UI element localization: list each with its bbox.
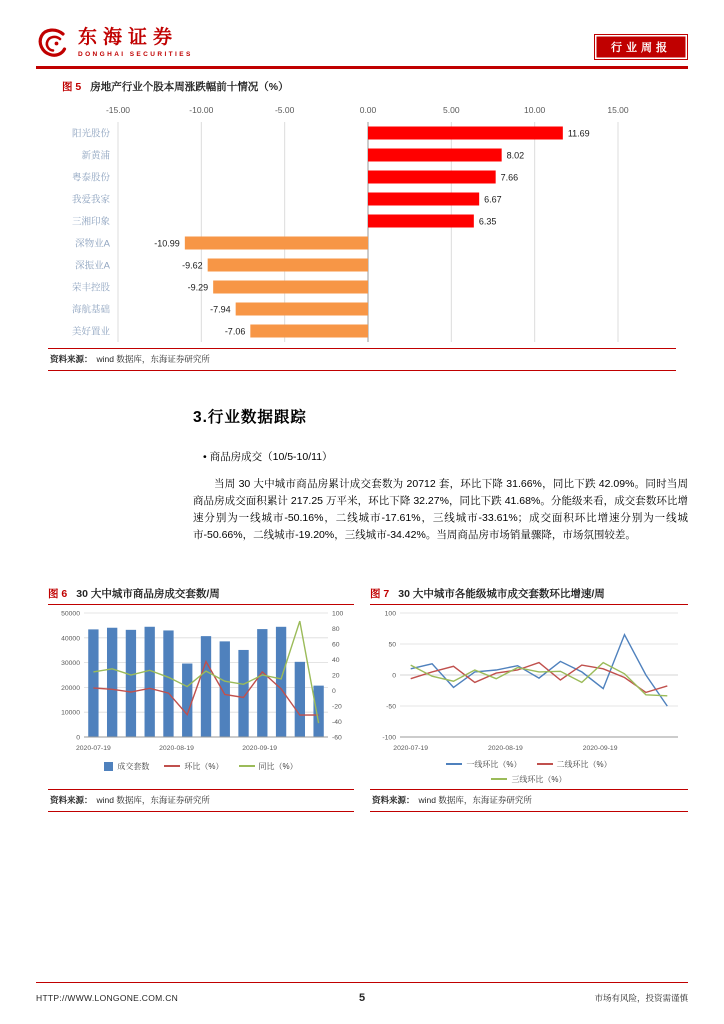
figure-7-title-row [370, 586, 688, 601]
bar-swatch-icon [104, 762, 113, 771]
svg-text:15.00: 15.00 [607, 104, 629, 115]
brand-text [78, 28, 193, 59]
svg-text:20000: 20000 [61, 684, 80, 692]
figure-7-label: 图 7 [370, 587, 390, 600]
svg-text:50000: 50000 [61, 610, 80, 618]
legend-item [446, 759, 521, 770]
svg-text:20: 20 [332, 672, 340, 680]
svg-text:5.00: 5.00 [443, 104, 460, 115]
source-label: 资料来源： [50, 795, 93, 806]
svg-text:10.00: 10.00 [524, 104, 546, 115]
legend-label: 三线环比（%） [511, 774, 567, 784]
legend-label: 环比（%） [184, 761, 224, 771]
svg-text:40000: 40000 [61, 634, 80, 642]
section-paragraph: 当周 30 大中城市商品房累计成交套数为 20712 套，环比下降 31.66%，同比下跌 42.09%。同时当周商品房成交面积累计 217.25 万平米，环比下降 32.27%，同比下跌 41.68%。分能级来看，成交套数环比增速分别为一线城市-50.16%，二线城市-17.61%，三线城市-33.61%；成交面积环比增速分别为一线城市-50.66%，二线城市-19.20%，三线城市-34.42%。当周商品房市场销量骤降，市场氛围较差。 [193, 477, 688, 541]
svg-text:2020-09-19: 2020-09-19 [582, 744, 618, 752]
brand-logo [36, 26, 193, 60]
svg-text:50: 50 [388, 641, 396, 649]
svg-text:80: 80 [332, 625, 340, 633]
svg-text:-7.94: -7.94 [210, 304, 231, 314]
fig6-combo-chart [48, 605, 354, 755]
bullet-marker-icon: • [203, 450, 207, 463]
figure-6-source [48, 789, 354, 812]
report-type-badge: 行业周报 [594, 34, 688, 60]
figure-5-title: 房地产行业个股本周涨跌幅前十情况（%） [90, 80, 289, 93]
svg-text:0: 0 [76, 734, 80, 742]
svg-text:30000: 30000 [61, 659, 80, 667]
figure-6-label: 图 6 [48, 587, 68, 600]
source-text: wind 数据库，东海证券研究所 [418, 795, 532, 806]
svg-text:100: 100 [332, 610, 344, 618]
legend-item [239, 761, 298, 772]
brand-name-cn: 东海证券 [78, 26, 179, 48]
source-text: wind 数据库，东海证券研究所 [96, 795, 210, 806]
svg-text:美好置业: 美好置业 [71, 326, 110, 337]
svg-text:7.66: 7.66 [500, 172, 519, 182]
fig7-legend-row [446, 759, 611, 770]
svg-text:2020-09-19: 2020-09-19 [242, 744, 278, 752]
line-swatch-icon [491, 778, 507, 780]
svg-text:-5.00: -5.00 [274, 104, 295, 115]
figure-7-block [370, 586, 688, 812]
svg-text:海航基础: 海航基础 [71, 304, 110, 315]
svg-text:6.35: 6.35 [478, 216, 497, 226]
svg-text:-15.00: -15.00 [105, 104, 131, 115]
svg-text:100: 100 [384, 610, 396, 618]
page-header [36, 26, 688, 60]
brand-name-en: DONGHAI SECURITIES [78, 51, 193, 59]
legend-item [164, 761, 223, 772]
fig7-line-chart [370, 605, 688, 755]
line-swatch-icon [446, 763, 462, 765]
svg-text:-40: -40 [332, 718, 342, 726]
svg-text:10000: 10000 [61, 709, 80, 717]
svg-text:-10.00: -10.00 [189, 104, 214, 115]
donghai-dragon-icon [36, 26, 70, 60]
svg-text:-60: -60 [332, 734, 342, 742]
svg-text:-7.06: -7.06 [224, 326, 246, 336]
svg-text:深振业A: 深振业A [75, 260, 110, 271]
legend-label: 同比（%） [258, 761, 298, 771]
figure-6-body [48, 605, 354, 789]
legend-item [104, 761, 149, 772]
figure-6-block [48, 586, 354, 812]
figure-5-title-row [62, 79, 676, 94]
svg-text:-20: -20 [332, 703, 342, 711]
figure-5-label: 图 5 [62, 80, 82, 93]
svg-text:0.00: 0.00 [359, 104, 377, 115]
legend-label: 一线环比（%） [466, 759, 522, 769]
source-text: wind 数据库，东海证券研究所 [96, 354, 210, 364]
svg-text:-9.62: -9.62 [182, 260, 203, 270]
footer-rule [36, 982, 688, 984]
svg-text:2020-08-19: 2020-08-19 [159, 744, 194, 752]
svg-text:2020-07-19: 2020-07-19 [75, 744, 111, 752]
bullet-text: 商品房成交（10/5-10/11） [209, 450, 333, 463]
risk-disclaimer: 市场有风险，投资需谨慎 [594, 993, 688, 1003]
line-swatch-icon [164, 765, 180, 767]
line-swatch-icon [537, 763, 553, 765]
figure-6-title: 30 大中城市商品房成交套数/周 [76, 587, 220, 600]
legend-label: 成交套数 [117, 761, 150, 771]
svg-text:-9.29: -9.29 [187, 282, 209, 292]
figures-row [48, 586, 688, 812]
svg-text:三湘印象: 三湘印象 [71, 216, 110, 227]
svg-text:0: 0 [332, 687, 336, 695]
svg-text:0: 0 [392, 672, 396, 680]
line-swatch-icon [239, 765, 255, 767]
footer-row [36, 992, 688, 1004]
fig6-legend [48, 761, 354, 772]
svg-text:6.67: 6.67 [484, 194, 502, 204]
fig7-legend [370, 759, 688, 785]
company-url-link[interactable]: HTTP://WWW.LONGONE.COM.CN [36, 993, 179, 1003]
page-number: 5 [358, 992, 366, 1004]
svg-text:-100: -100 [382, 734, 396, 742]
section-heading: 3.行业数据跟踪 [193, 408, 307, 426]
figure-5-source [48, 348, 676, 371]
header-rule [36, 66, 688, 69]
fig5-bar-chart [48, 98, 664, 348]
svg-text:荣丰控股: 荣丰控股 [71, 282, 110, 293]
svg-text:深物业A: 深物业A [75, 238, 110, 249]
figure-7-title: 30 大中城市各能级城市成交套数环比增速/周 [398, 587, 605, 600]
section-3 [193, 405, 688, 544]
svg-text:新黄浦: 新黄浦 [81, 150, 110, 161]
svg-text:2020-08-19: 2020-08-19 [488, 744, 523, 752]
legend-item [491, 774, 566, 785]
page-footer [36, 982, 688, 1005]
svg-text:我爱我家: 我爱我家 [71, 194, 110, 205]
source-label: 资料来源： [50, 354, 93, 364]
legend-label: 二线环比（%） [556, 759, 612, 769]
fig7-legend-row [491, 774, 566, 785]
svg-text:2020-07-19: 2020-07-19 [393, 744, 429, 752]
source-label: 资料来源： [372, 795, 415, 806]
svg-text:11.69: 11.69 [567, 128, 590, 138]
legend-item [537, 759, 612, 770]
svg-text:60: 60 [332, 641, 340, 649]
svg-text:-50: -50 [386, 703, 396, 711]
svg-text:-10.99: -10.99 [154, 238, 180, 248]
svg-text:粤泰股份: 粤泰股份 [71, 172, 110, 183]
section-bullet [203, 449, 688, 464]
figure-7-body [370, 605, 688, 789]
svg-text:阳光股份: 阳光股份 [71, 128, 110, 139]
svg-text:8.02: 8.02 [506, 150, 525, 160]
figure-5-block [48, 79, 676, 371]
figure-7-source [370, 789, 688, 812]
svg-text:40: 40 [332, 656, 340, 664]
figure-6-title-row [48, 586, 354, 601]
